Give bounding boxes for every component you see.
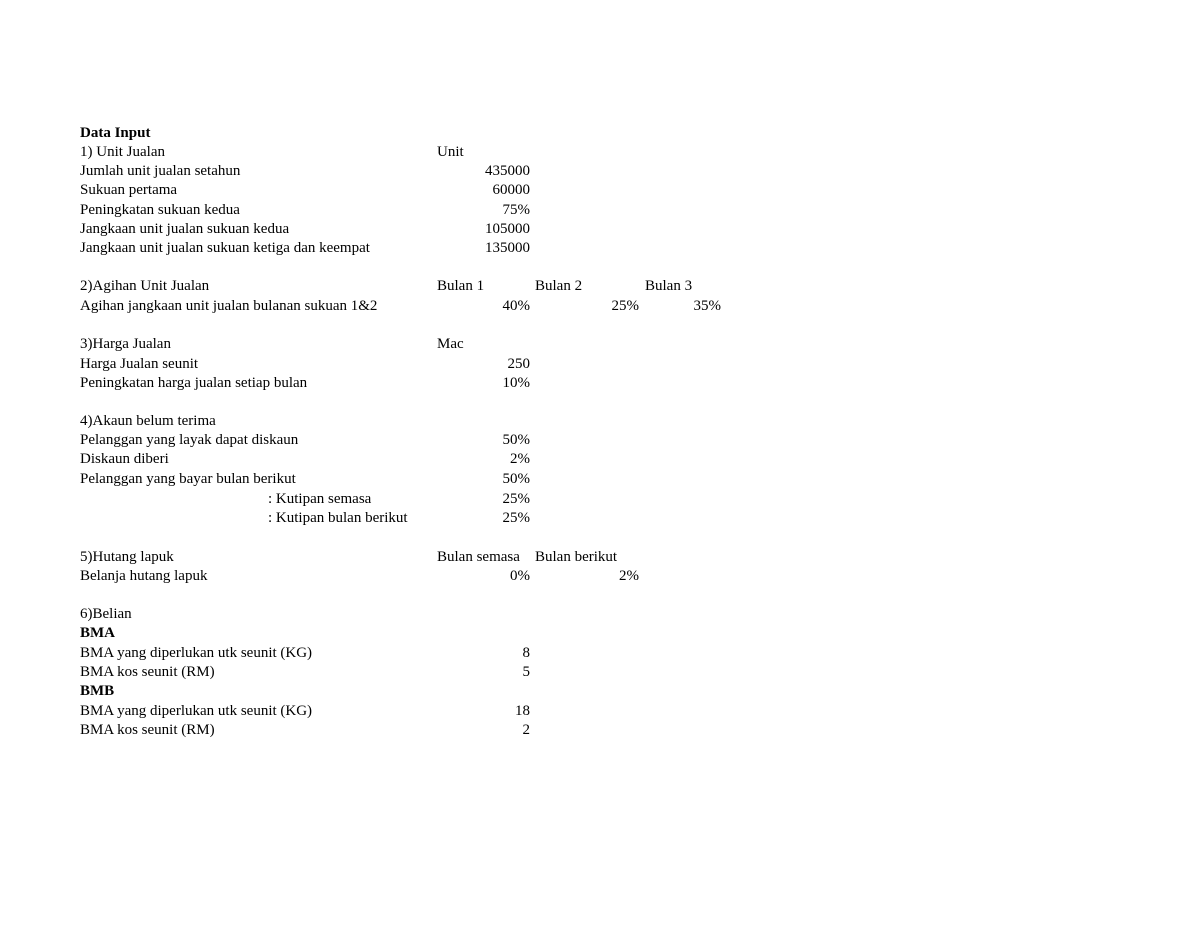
row-value: 250 <box>507 356 530 372</box>
table-row <box>0 162 1200 181</box>
table-row <box>0 374 1200 393</box>
row-sublabel: : Kutipan semasa <box>268 491 372 507</box>
section-6-header-row <box>0 605 1200 624</box>
table-row <box>0 509 1200 528</box>
row-label: Harga Jualan seunit <box>80 356 199 372</box>
column-header-bulan-semasa: Bulan semasa <box>437 549 520 565</box>
table-row <box>0 450 1200 469</box>
row-label: Diskaun diberi <box>80 451 169 467</box>
row-label: Jangkaan unit jualan sukuan ketiga dan keempat <box>80 240 370 256</box>
bma-title-row <box>0 624 1200 643</box>
row-value: 25% <box>502 510 530 526</box>
row-label: Jangkaan unit jualan sukuan kedua <box>80 221 290 237</box>
section-2-header-row <box>0 277 1200 296</box>
row-value-bulan-semasa: 0% <box>510 568 530 584</box>
column-header-bulan-3: Bulan 3 <box>645 278 693 294</box>
table-row <box>0 721 1200 740</box>
row-value: 2 <box>522 722 530 738</box>
row-label: Sukuan pertama <box>80 182 178 198</box>
section-3-column-header: Mac <box>437 336 464 352</box>
column-header-bulan-2: Bulan 2 <box>535 278 583 294</box>
table-row <box>0 355 1200 374</box>
row-label: BMA kos seunit (RM) <box>80 722 215 738</box>
section-1-heading: 1) Unit Jualan <box>80 144 165 160</box>
section-1-column-header: Unit <box>437 144 464 160</box>
row-value: 18 <box>515 703 530 719</box>
section-1-header-row <box>0 143 1200 162</box>
row-value: 50% <box>502 471 530 487</box>
row-label: Peningkatan harga jualan setiap bulan <box>80 375 308 391</box>
row-value-bulan-1: 40% <box>502 298 530 314</box>
table-row <box>0 644 1200 663</box>
row-value-bulan-berikut: 2% <box>619 568 639 584</box>
row-value: 25% <box>502 491 530 507</box>
row-value: 435000 <box>485 163 530 179</box>
section-2-heading: 2)Agihan Unit Jualan <box>80 278 210 294</box>
table-row <box>0 663 1200 682</box>
page-title: Data Input <box>80 125 151 141</box>
row-label: Peningkatan sukuan kedua <box>80 202 240 218</box>
bmb-subheading: BMB <box>80 683 115 699</box>
row-value: 8 <box>522 645 530 661</box>
row-label: Agihan jangkaan unit jualan bulanan sukuan 1&2 <box>80 298 378 314</box>
row-label: BMA yang diperlukan utk seunit (KG) <box>80 703 313 719</box>
section-6-heading: 6)Belian <box>80 606 132 622</box>
section-4-header-row <box>0 412 1200 431</box>
section-5-header-row <box>0 548 1200 567</box>
row-value: 135000 <box>485 240 530 256</box>
section-3-header-row <box>0 335 1200 354</box>
section-5-heading: 5)Hutang lapuk <box>80 549 174 565</box>
table-row <box>0 181 1200 200</box>
row-label: Pelanggan yang layak dapat diskaun <box>80 432 299 448</box>
row-value: 50% <box>502 432 530 448</box>
row-value-bulan-2: 25% <box>611 298 639 314</box>
section-4-heading: 4)Akaun belum terima <box>80 413 216 429</box>
table-row <box>0 567 1200 586</box>
row-value-bulan-3: 35% <box>693 298 721 314</box>
row-value: 10% <box>502 375 530 391</box>
bmb-title-row <box>0 682 1200 701</box>
row-label: BMA yang diperlukan utk seunit (KG) <box>80 645 313 661</box>
table-row <box>0 490 1200 509</box>
column-header-bulan-berikut: Bulan berikut <box>535 549 618 565</box>
table-row <box>0 220 1200 239</box>
row-label: Jumlah unit jualan setahun <box>80 163 241 179</box>
row-label: Belanja hutang lapuk <box>80 568 208 584</box>
row-label: BMA kos seunit (RM) <box>80 664 215 680</box>
row-sublabel: : Kutipan bulan berikut <box>268 510 408 526</box>
column-header-bulan-1: Bulan 1 <box>437 278 485 294</box>
table-row <box>0 201 1200 220</box>
table-row <box>0 470 1200 489</box>
table-row <box>0 702 1200 721</box>
row-value: 5 <box>522 664 530 680</box>
bma-subheading: BMA <box>80 625 115 641</box>
table-row <box>0 431 1200 450</box>
title-row <box>0 124 1200 143</box>
row-value: 105000 <box>485 221 530 237</box>
row-label: Pelanggan yang bayar bulan berikut <box>80 471 296 487</box>
section-3-heading: 3)Harga Jualan <box>80 336 171 352</box>
table-row <box>0 297 1200 316</box>
row-value: 2% <box>510 451 530 467</box>
table-row <box>0 239 1200 258</box>
row-value: 60000 <box>492 182 530 198</box>
row-value: 75% <box>502 202 530 218</box>
